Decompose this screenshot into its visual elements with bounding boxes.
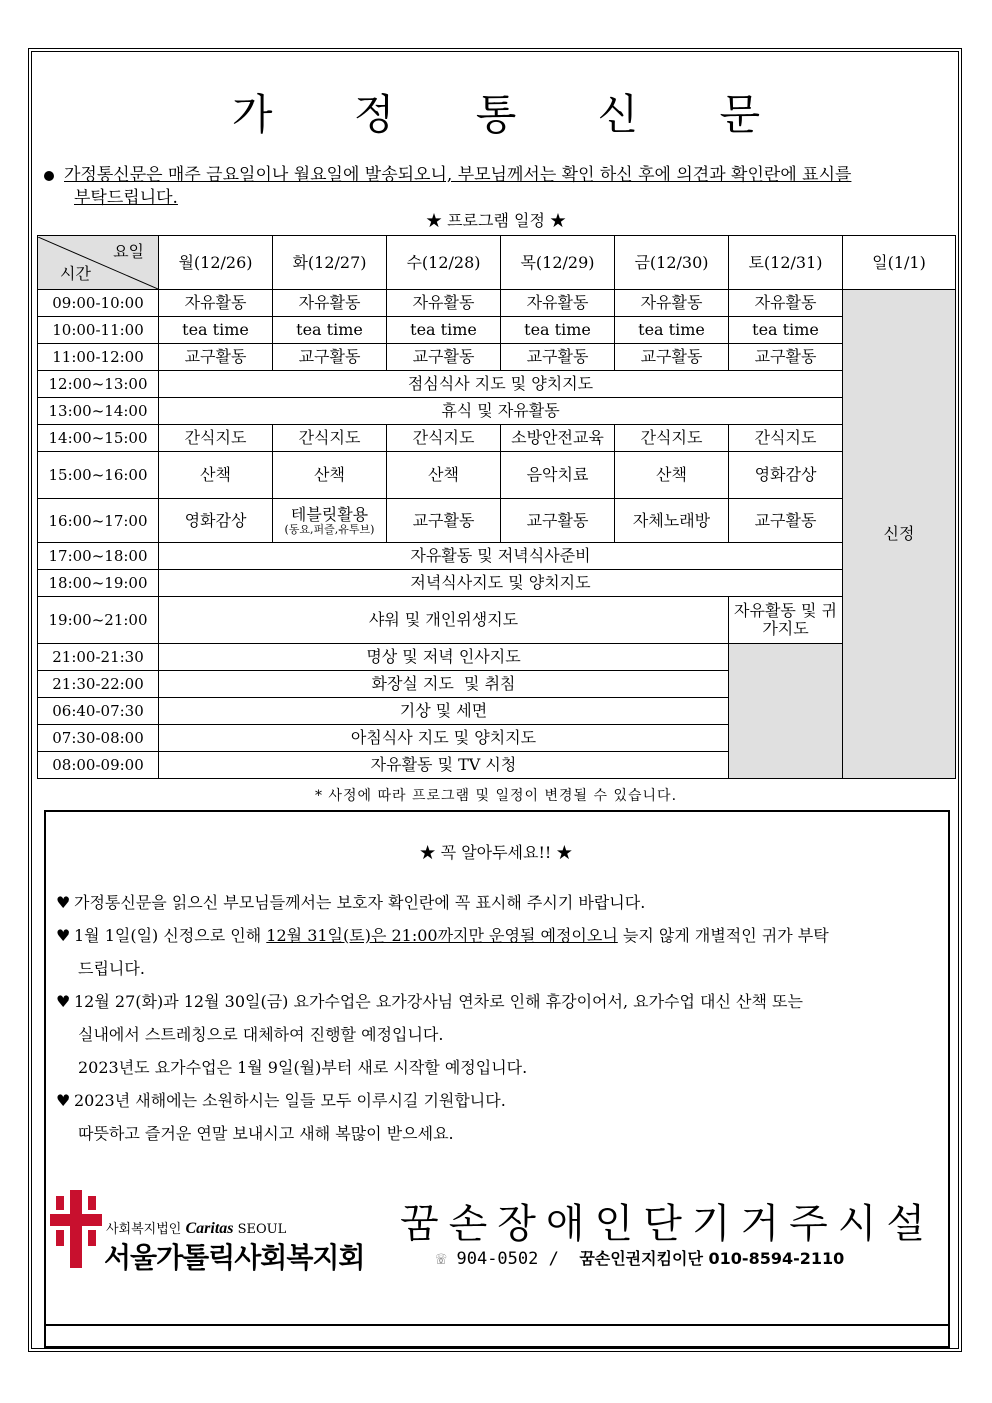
activity-cell: 자유활동 <box>273 290 387 317</box>
corner-day-label: 요일 <box>113 241 144 261</box>
logo-name: 서울가톨릭사회복지회 <box>104 1241 365 1274</box>
time-cell: 16:00~17:00 <box>38 499 159 543</box>
logo-subtitle <box>106 1218 286 1238</box>
notice-item <box>56 1084 936 1117</box>
activity-cell: 자유활동 및 귀가지도 <box>729 597 843 644</box>
activity-cell: tea time <box>273 317 387 344</box>
time-cell: 07:30-08:00 <box>38 725 159 752</box>
heart-icon: ♥ <box>56 893 71 912</box>
heart-icon: ♥ <box>56 1091 71 1110</box>
notice-box-title: ★ 꼭 알아두세요!! ★ <box>419 843 573 862</box>
notice-text: 1월 1일(일) 신정으로 인해 <box>74 926 267 945</box>
time-cell: 12:00~13:00 <box>38 371 159 398</box>
bullet-icon <box>44 171 54 181</box>
activity-cell: 교구활동 <box>387 499 501 543</box>
time-cell: 15:00~16:00 <box>38 452 159 499</box>
activity-cell: 자유활동 <box>501 290 615 317</box>
activity-cell: 산책 <box>387 452 501 499</box>
day-header: 화(12/27) <box>273 236 387 290</box>
notice-item <box>56 919 936 952</box>
activity-cell: 교구활동 <box>501 499 615 543</box>
cross-icon <box>48 1188 104 1270</box>
activity-cell: 아침식사 지도 및 양치지도 <box>159 725 729 752</box>
activity-cell: 교구활동 <box>159 344 273 371</box>
notice-line2: 부탁드립니다. <box>74 188 178 208</box>
sunday-cell: 신정 <box>843 290 956 779</box>
notice-item-cont: 따뜻하고 즐거운 연말 보내시고 새해 복많이 받으세요. <box>78 1124 454 1143</box>
time-cell: 11:00-12:00 <box>38 344 159 371</box>
logo-brand: Caritas <box>185 1220 234 1237</box>
activity-cell: 점심식사 지도 및 양치지도 <box>159 371 843 398</box>
activity-cell: 소방안전교육 <box>501 425 615 452</box>
phone-number: 904-0502 / <box>446 1249 580 1269</box>
day-header: 목(12/29) <box>501 236 615 290</box>
page-title: 가 정 통 신 문 <box>231 90 795 139</box>
notice-item-cont: 실내에서 스트레칭으로 대체하여 진행할 예정입니다. <box>78 1025 444 1044</box>
notice-text: 가정통신문을 읽으신 부모님들께서는 보호자 확인란에 꼭 표시해 주시기 바랍니다. <box>74 893 646 912</box>
time-cell: 21:00-21:30 <box>38 644 159 671</box>
activity-cell <box>273 499 387 543</box>
activity-cell: 교구활동 <box>387 344 501 371</box>
time-cell: 08:00-09:00 <box>38 752 159 779</box>
activity-cell: tea time <box>387 317 501 344</box>
activity-cell: 교구활동 <box>729 499 843 543</box>
activity-cell: 자유활동 <box>729 290 843 317</box>
day-header: 금(12/30) <box>615 236 729 290</box>
heart-icon: ♥ <box>56 992 71 1011</box>
activity-cell: 자유활동 <box>387 290 501 317</box>
time-cell: 17:00~18:00 <box>38 543 159 570</box>
phone-icon: ☏ <box>436 1249 447 1269</box>
activity-cell: 자유활동 및 저녁식사준비 <box>159 543 843 570</box>
closed-cell <box>729 644 843 779</box>
notice-item <box>56 886 936 919</box>
notice-item <box>56 985 936 1018</box>
activity-cell: 간식지도 <box>729 425 843 452</box>
corner-header <box>38 236 159 290</box>
contact-info <box>436 1246 844 1269</box>
logo-prefix: 사회복지법인 <box>106 1222 186 1237</box>
tablet-activity: 테블릿활용 <box>290 504 369 524</box>
advocate-contact: 꿈손인권지킴이단 010-8594-2110 <box>579 1249 845 1268</box>
corner-time-label: 시간 <box>60 263 91 283</box>
activity-cell: 휴식 및 자유활동 <box>159 398 843 425</box>
facility-name: 꿈손장애인단기거주시설 <box>400 1201 936 1247</box>
notice-text: 2023년 새해에는 소원하시는 일들 모두 이루시길 기원합니다. <box>74 1091 506 1110</box>
activity-cell: 교구활동 <box>729 344 843 371</box>
activity-cell: tea time <box>159 317 273 344</box>
activity-cell: 간식지도 <box>159 425 273 452</box>
activity-cell: 산책 <box>615 452 729 499</box>
notice-text-underlined: 12월 31일(토)은 21:00까지만 운영될 예정이오니 <box>266 926 618 945</box>
tablet-activity-detail: (동요,퍼즐,유투브) <box>284 522 375 536</box>
activity-cell: 교구활동 <box>615 344 729 371</box>
activity-cell: 간식지도 <box>387 425 501 452</box>
footnote: * 사정에 따라 프로그램 및 일정이 변경될 수 있습니다. <box>314 788 678 804</box>
activity-cell: tea time <box>729 317 843 344</box>
notice-items <box>56 886 936 1150</box>
notice-line1: 가정통신문은 매주 금요일이나 월요일에 발송되오니, 부모님께서는 확인 하신 후에 의견과 확인란에 표시를 <box>64 165 852 185</box>
activity-cell: 교구활동 <box>501 344 615 371</box>
time-cell: 19:00~21:00 <box>38 597 159 644</box>
activity-cell: 간식지도 <box>615 425 729 452</box>
activity-cell: 간식지도 <box>273 425 387 452</box>
caritas-logo <box>48 1188 368 1278</box>
activity-cell: 자체노래방 <box>615 499 729 543</box>
activity-cell: 산책 <box>273 452 387 499</box>
activity-cell: 자유활동 <box>159 290 273 317</box>
time-cell: 13:00~14:00 <box>38 398 159 425</box>
day-header: 일(1/1) <box>843 236 956 290</box>
time-cell: 21:30-22:00 <box>38 671 159 698</box>
activity-cell: 음악치료 <box>501 452 615 499</box>
day-header: 월(12/26) <box>159 236 273 290</box>
schedule-table <box>37 235 956 779</box>
activity-cell: tea time <box>615 317 729 344</box>
activity-cell: 샤워 및 개인위생지도 <box>159 597 729 644</box>
time-cell: 09:00-10:00 <box>38 290 159 317</box>
notice <box>44 164 924 210</box>
time-cell: 06:40-07:30 <box>38 698 159 725</box>
activity-cell: tea time <box>501 317 615 344</box>
activity-cell: 기상 및 세면 <box>159 698 729 725</box>
box-divider <box>44 1324 950 1326</box>
activity-cell: 화장실 지도 및 취침 <box>159 671 729 698</box>
day-header: 수(12/28) <box>387 236 501 290</box>
day-header: 토(12/31) <box>729 236 843 290</box>
activity-cell: 교구활동 <box>273 344 387 371</box>
time-cell: 14:00~15:00 <box>38 425 159 452</box>
logo-suffix: SEOUL <box>233 1222 287 1237</box>
activity-cell: 명상 및 저녁 인사지도 <box>159 644 729 671</box>
notice-item-cont: 2023년도 요가수업은 1월 9일(월)부터 새로 시작할 예정입니다. <box>78 1058 528 1077</box>
activity-cell: 저녁식사지도 및 양치지도 <box>159 570 843 597</box>
time-cell: 18:00~19:00 <box>38 570 159 597</box>
time-cell: 10:00-11:00 <box>38 317 159 344</box>
activity-cell: 영화감상 <box>159 499 273 543</box>
notice-text: 12월 27(화)과 12월 30일(금) 요가수업은 요가강사님 연차로 인해 휴강이어서, 요가수업 대신 산책 또는 <box>74 992 803 1011</box>
activity-cell: 산책 <box>159 452 273 499</box>
notice-item-cont: 드립니다. <box>78 959 145 978</box>
activity-cell: 영화감상 <box>729 452 843 499</box>
activity-cell: 자유활동 <box>615 290 729 317</box>
notice-text: 늦지 않게 개별적인 귀가 부탁 <box>617 926 829 945</box>
heart-icon: ♥ <box>56 926 71 945</box>
activity-cell: 자유활동 및 TV 시청 <box>159 752 729 779</box>
program-title: ★ 프로그램 일정 ★ <box>426 211 566 230</box>
